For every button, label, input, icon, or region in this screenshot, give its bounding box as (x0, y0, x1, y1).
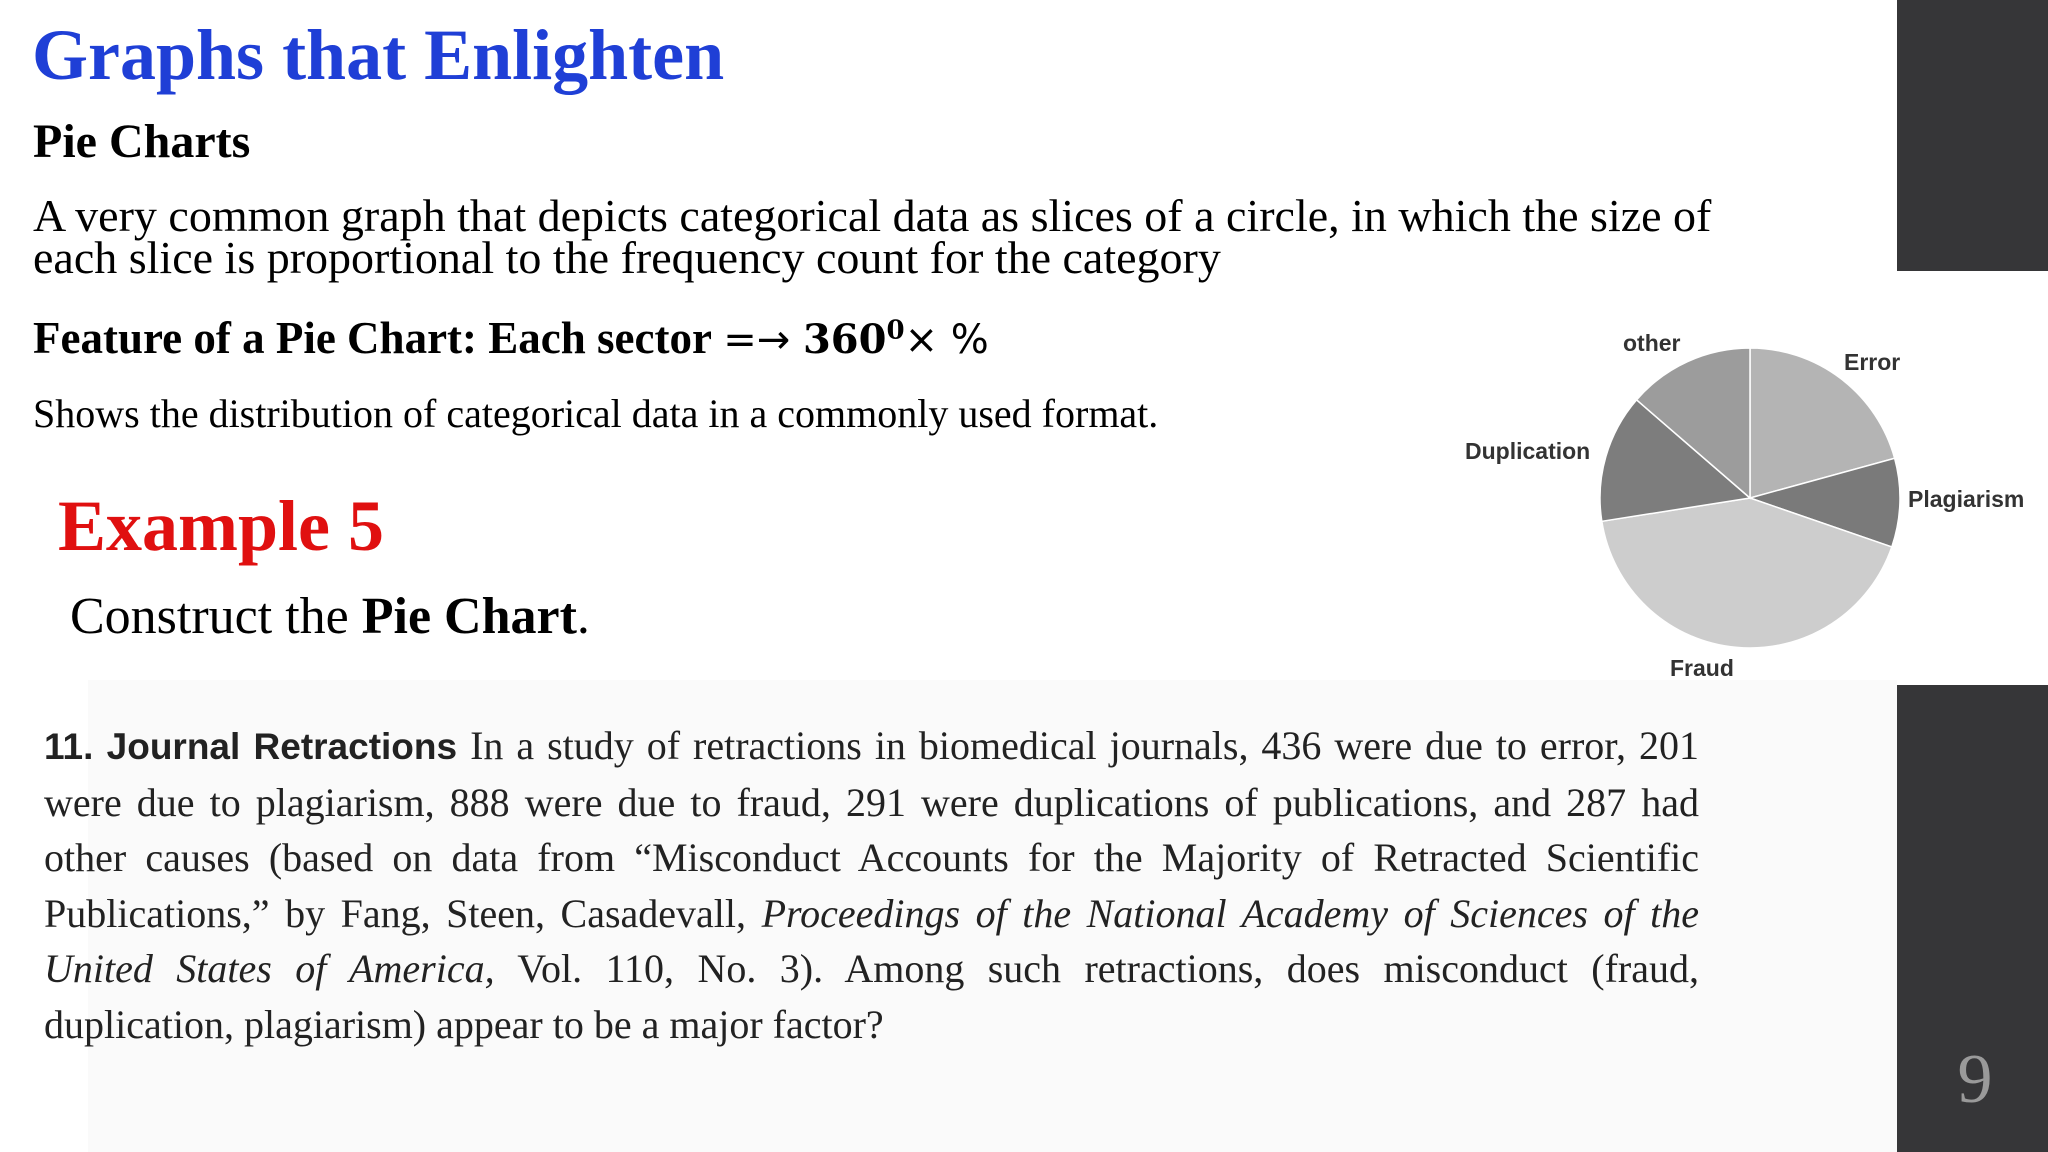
construct-instruction (70, 587, 590, 646)
description-text: A very common graph that depicts categorical data as slices of a circle, in which the size of each slice is proportional to the frequency count for the category (33, 190, 1712, 283)
construct-prefix: Construct the (70, 588, 349, 645)
section-subtitle: Pie Charts (33, 115, 251, 168)
page-number: 9 (1957, 1041, 1993, 1118)
problem-head: 11. Journal Retractions (44, 726, 458, 767)
pie-label-duplication: Duplication (1465, 438, 1591, 464)
feature-label: Feature of a Pie Chart: Each sector (33, 313, 712, 363)
construct-bold: Pie Chart (361, 588, 577, 645)
pie-label-error: Error (1844, 349, 1901, 375)
shows-text: Shows the distribution of categorical data in a commonly used format. (33, 391, 1159, 436)
page-title: Graphs that Enlighten (32, 15, 725, 95)
problem-text-1: In a study of retractions in biomedical journals, 436 were due to error, 201 were due to plagiarism, 888 were due to fraud, 291 were duplications of publications, and 287 had other causes (based on data from “Misconduct Accounts for the Majority of Retracted Scientific Publications,” by Fang, Steen, Casadevall, (44, 723, 1699, 936)
example-heading: Example 5 (58, 486, 385, 566)
formula-number: 360 (802, 316, 887, 363)
formula-suffix: × % (904, 317, 989, 363)
feature-line (33, 312, 989, 364)
pie-label-plagiarism: Plagiarism (1908, 486, 2025, 512)
formula-exponent: 0 (886, 315, 905, 346)
problem-text (44, 718, 1699, 1052)
pie-chart (1450, 320, 2048, 690)
construct-suffix: . (576, 588, 590, 645)
feature-formula (723, 317, 989, 363)
problem-text-2: Vol. 110, No. 3). Among such retractions, does misconduct (fraud, duplication, plagiarism) appear to be a major factor? (44, 946, 1699, 1047)
pie-slices (1600, 348, 1900, 648)
formula-arrow: =→ (723, 317, 791, 363)
pie-label-fraud: Fraud (1670, 655, 1734, 681)
pie-label-other: other (1623, 330, 1681, 356)
problem-italic: Proceedings of the National Academy of Sciences of the United States of America, (44, 890, 1699, 991)
